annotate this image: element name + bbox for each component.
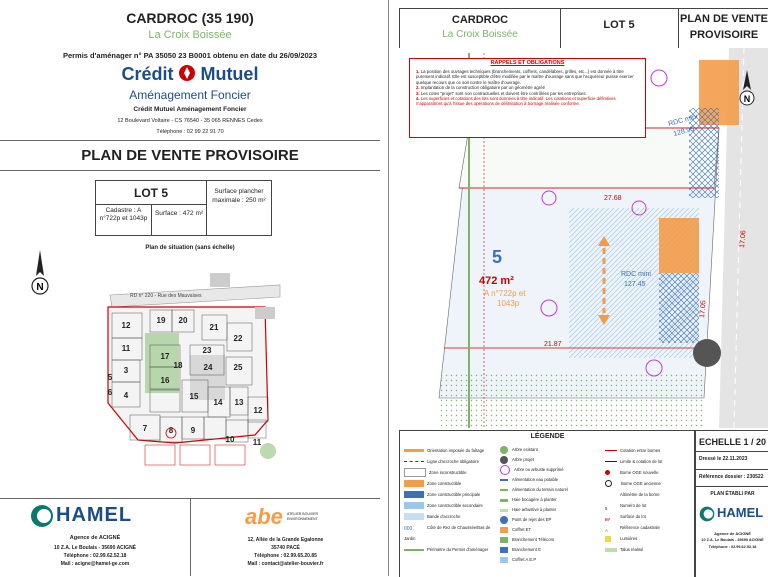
lot-number: 20 <box>178 316 188 325</box>
hamel-phone: Téléphone : 02.99.62.52.18 <box>63 553 127 559</box>
lot-cadastre-2: 1043p <box>497 299 520 308</box>
divider <box>695 469 768 470</box>
abe-phone: Téléphone : 02.99.65.20.85 <box>254 553 317 559</box>
legend-item: Alimentation eau potable <box>500 475 600 485</box>
sheet-gap <box>380 0 388 576</box>
legend-item: Zone constructible principale <box>404 489 496 500</box>
commune-title: CARDROC (35 190) <box>126 10 254 26</box>
legend-item: m²Surface du lot <box>605 514 646 523</box>
rappel-item: 3. Les cotes "projet" sont non contractuelles et doivent être contrôlées par les entreprises. <box>416 90 587 96</box>
surface-text: Surface : 472 m² <box>154 210 204 217</box>
title-block <box>694 430 768 577</box>
legend-item: Périmètre du Permis d'aménager <box>404 544 496 555</box>
legend-item: Arbre projet <box>500 455 600 465</box>
legend-item: Limite & cotation de lot <box>605 456 693 467</box>
legend-column-left <box>404 445 496 555</box>
lot-number: 13 <box>234 398 244 407</box>
lot-number-label: 5 <box>492 247 503 267</box>
legend-item: Bande d'accroche <box>404 511 496 522</box>
lot-number: 10 <box>225 435 235 444</box>
cadastre-text: Cadastre : A n°722p et 1043p <box>99 207 148 222</box>
rdc-value-2: 127.45 <box>624 281 646 288</box>
brand-symbol-icon <box>178 64 196 82</box>
abe-subtitle: ATELIER BOUVIER ENVIRONNEMENT <box>287 512 319 521</box>
rappel-item: 2. Implantation de la construction obligatoire par un géomètre agréé <box>416 85 545 91</box>
svg-text:N: N <box>36 282 44 293</box>
brand-subtitle: Aménagement Foncier <box>129 88 251 102</box>
divider <box>151 204 152 235</box>
legend-item: 5Numéro de lot <box>605 503 647 512</box>
legend-item: Cotation entre bornes <box>605 445 693 456</box>
divider <box>0 170 380 171</box>
legend-item: Zone constructible secondaire <box>404 500 496 511</box>
lot-number: 23 <box>202 346 212 355</box>
legend-panel <box>399 430 696 577</box>
lot-number: 5 <box>107 373 113 382</box>
rappel-item: 1. La position des ouvrages techniques (branchements, coffrets, candélabres, grilles, etc...) est donnée à titre purement indicatif. Elle est susceptible d'être modifiée par le maître d'ouvrage sans que l'acquéreur puisse exercer quelque recours que ce soit contre le maître d'ouvrage. <box>416 69 634 85</box>
dimension-label: 17.06 <box>739 230 748 249</box>
lot-number: 11 <box>121 344 131 353</box>
divider <box>0 140 380 141</box>
lot-number: 17 <box>160 352 170 361</box>
abe-mail: Mail : contact@atelier-bouvier.fr <box>247 561 324 567</box>
abe-logo <box>245 504 325 534</box>
lot-number: 15 <box>189 392 199 401</box>
legend-item: Haie bocagère à planter <box>500 495 600 505</box>
lot-number: 21 <box>209 323 219 332</box>
divider <box>695 451 768 452</box>
lot-number: 14 <box>213 398 223 407</box>
legend-item: Coffret ET <box>500 525 600 535</box>
lot-number: 16 <box>160 376 170 385</box>
right-hamel-logo <box>699 503 768 525</box>
lot-number: 18 <box>173 361 183 370</box>
company-phone: Téléphone : 02 99 22 91 70 <box>156 129 224 135</box>
brand-mutuel: Mutuel <box>200 64 259 84</box>
rappels-box <box>409 58 646 138</box>
legend-item: Borne OGE nouvelle <box>605 467 693 478</box>
north-arrow-icon <box>28 248 52 300</box>
lot-number: 24 <box>203 363 213 372</box>
legend-item: ARéférence cadastrale <box>605 525 660 534</box>
divider <box>206 181 207 235</box>
surface-plancher-text: Surface plancher maximale : 250 m² <box>212 188 266 204</box>
abe-name: abe <box>245 504 283 529</box>
lot-number: 22 <box>233 334 243 343</box>
lot-info-box <box>95 180 272 236</box>
lot-number: 8 <box>168 426 174 435</box>
legend-item: Altimétrie de la borne <box>620 492 660 497</box>
date-label: Dressé le 22.11.2023 <box>699 456 748 462</box>
lot-surface-label: 472 m² <box>479 275 514 287</box>
hamel-logo <box>30 502 170 532</box>
dimension-label: 17.05 <box>699 300 708 319</box>
svg-text:N: N <box>743 94 751 104</box>
hamel-agency: Agence de ACIGNÉ <box>69 535 121 541</box>
hamel-mail: Mail : acigne@hamel-ge.com <box>60 561 130 567</box>
legend-item: Branchement Télécom <box>500 535 600 545</box>
rappels-title: RAPPELS ET OBLIGATIONS <box>490 60 565 66</box>
right-lot-label: LOT 5 <box>603 19 635 31</box>
right-plan-title-2: PROVISOIRE <box>689 29 759 41</box>
situation-caption: Plan de situation (sans échelle) <box>145 245 235 251</box>
legend-item: Borne OGE ancienne <box>605 478 693 489</box>
legend-item: Orientation imposée du faîtage <box>404 445 496 456</box>
left-sheet <box>0 0 381 576</box>
rappels-list <box>416 69 641 107</box>
legend-item: Point de rejet des EP <box>500 515 600 525</box>
dimension-label: 27.68 <box>604 195 622 202</box>
lot-number: 6 <box>107 388 113 397</box>
right-hamel-agency: Agence de ACIGNÉ <box>714 531 751 536</box>
situation-plan <box>90 265 305 475</box>
legend-item: Zone constructible <box>404 478 496 489</box>
right-hamel-name: HAMEL <box>717 505 764 520</box>
lot-number: 9 <box>190 426 196 435</box>
legend-item: Arbre existant <box>500 445 600 455</box>
lot-number: 4 <box>123 391 129 400</box>
lot-label: LOT 5 <box>133 186 168 200</box>
permit-text: Permis d'aménager n° PA 35050 23 B0001 obtenu en date du 26/09/2023 <box>62 51 318 60</box>
divider <box>695 486 768 487</box>
legend-title: LÉGENDE <box>530 433 565 440</box>
hamel-symbol-icon <box>30 504 54 528</box>
right-project: La Croix Boissée <box>442 29 518 40</box>
legend-item: Lumières <box>605 533 693 544</box>
right-sheet <box>388 0 768 576</box>
legend-item: Haie arbustive à planter <box>500 505 600 515</box>
legend-item: Arbre ou arbuste supprimé <box>500 465 600 475</box>
hamel-name: HAMEL <box>56 504 133 526</box>
street-label: RD n° 220 - Rue des Mauvaises <box>130 293 202 299</box>
hamel-symbol-icon <box>699 506 715 522</box>
brand-credit: Crédit <box>121 64 174 84</box>
lot-number: 7 <box>142 424 148 433</box>
rdc-value-1: 128.95 <box>672 125 696 138</box>
right-plan-title-1: PLAN DE VENTE <box>679 13 768 25</box>
lot-number: 12 <box>121 321 131 330</box>
abe-city: 35740 PACÉ <box>271 545 300 551</box>
company-address: 12 Boulevard Voltaire - CS 76540 - 35 065 RENNES Cedex <box>117 118 263 124</box>
right-hamel-address: 10 Z.A. Le Boulais - 35690 ACIGNÉ <box>701 538 764 542</box>
legend-item: Branchement E <box>500 545 600 555</box>
legend-item: Alimentation du terrain naturel <box>500 485 600 495</box>
lot-number: 12 <box>253 406 263 415</box>
right-hamel-phone: Téléphone : 02.99.62.52.18 <box>708 545 757 549</box>
plan-title: PLAN DE VENTE PROVISOIRE <box>81 147 299 164</box>
lot-number: 19 <box>156 316 166 325</box>
legend-item: Zone inconstructible <box>404 467 496 478</box>
abe-address: 12, Allée de la Grande Egalonne <box>247 537 324 543</box>
legend-item: Talus réalisé <box>605 544 693 555</box>
lot-number: 3 <box>123 366 129 375</box>
dimension-label: 21.87 <box>544 341 562 348</box>
right-header <box>399 8 768 50</box>
lot-cadastre-1: A n°722p et <box>484 289 526 298</box>
credit-mutuel-logo <box>90 64 290 88</box>
hamel-address: 10 Z.A. Le Boulais - 35690 ACIGNÉ <box>53 545 137 551</box>
plan-etabli-label: PLAN ÉTABLI PAR <box>710 491 755 497</box>
scale-label: ECHELLE 1 / 20 <box>699 437 767 447</box>
rdc-label-1: RDC mini <box>667 113 699 128</box>
legend-item: 000 Côte de Rez de Chaussée/Bas de Jardin <box>404 525 491 541</box>
company-name: Crédit Mutuel Aménagement Foncier <box>133 106 247 113</box>
lot-number: 25 <box>233 363 243 372</box>
legend-item: Coffret A.E.P <box>500 555 600 565</box>
rdc-label-2: RDC mini <box>621 271 651 278</box>
right-commune: CARDROC <box>451 14 509 26</box>
lot-number: 11 <box>252 438 262 447</box>
project-name: La Croix Boissée <box>148 29 232 41</box>
legend-item: Ligne d'accroche obligatoire <box>404 456 496 467</box>
legend-column-right <box>605 445 693 555</box>
reference-label: Référence dossier : 230522 <box>699 474 764 480</box>
rappel-item: 4. Les superficies et cotations des lots sont données à titre indicatif. Les cotations et superficie définitives n'apparaîtront qu'à l'issue des opérations de délimitation à bornage réalisée conforme. <box>416 96 616 107</box>
legend-column-middle <box>500 445 600 565</box>
